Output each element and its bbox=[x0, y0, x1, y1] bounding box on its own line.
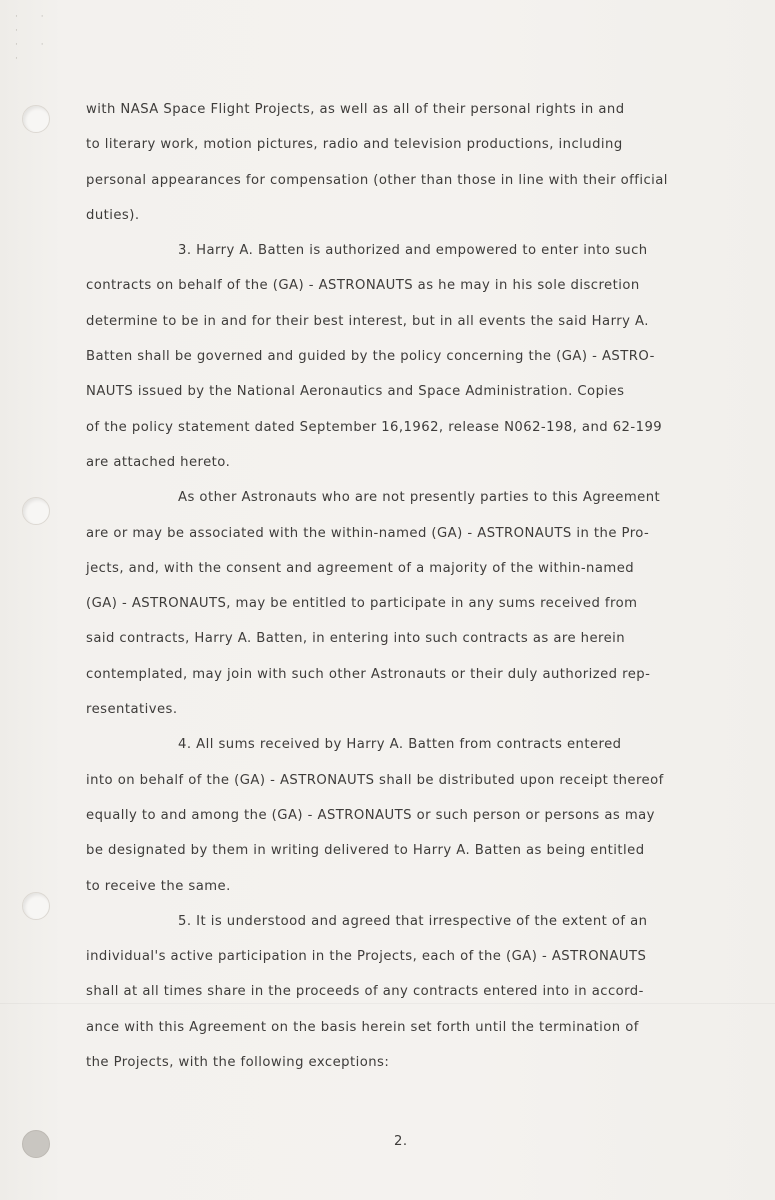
text-line: of the policy statement dated September 16,1962, release N062-198, and 62-199 bbox=[86, 419, 663, 435]
text-line: ance with this Agreement on the basis herein set forth until the termination of bbox=[86, 1019, 639, 1035]
text-line: Batten shall be governed and guided by the policy concerning the (GA) - ASTRO- bbox=[86, 349, 655, 365]
paragraph-3-start: 3. Harry A. Batten is authorized and empowered to enter into such bbox=[178, 243, 648, 259]
text-line: the Projects, with the following exceptions: bbox=[86, 1055, 390, 1071]
paragraph-4-start: 4. All sums received by Harry A. Batten from contracts entered bbox=[178, 737, 622, 753]
text-line: are or may be associated with the within-named (GA) - ASTRONAUTS in the Pro- bbox=[86, 525, 650, 541]
text-line: NAUTS issued by the National Aeronautics and Space Administration. Copies bbox=[86, 384, 625, 400]
page-number: 2. bbox=[394, 1134, 408, 1149]
text-line: to receive the same. bbox=[86, 878, 231, 894]
text-line: (GA) - ASTRONAUTS, may be entitled to participate in any sums received from bbox=[86, 596, 638, 612]
text-line: personal appearances for compensation (other than those in line with their official bbox=[86, 172, 668, 188]
text-line: determine to be in and for their best interest, but in all events the said Harry A. bbox=[86, 313, 649, 329]
text-line: contemplated, may join with such other Astronauts or their duly authorized rep- bbox=[86, 666, 651, 682]
text-line: duties). bbox=[86, 207, 140, 223]
text-line: shall at all times share in the proceeds of any contracts entered into in accord- bbox=[86, 984, 644, 1000]
text-line: equally to and among the (GA) - ASTRONAUTS or such person or persons as may bbox=[86, 807, 655, 823]
punch-hole bbox=[22, 497, 50, 525]
text-line: be designated by them in writing delivered to Harry A. Batten as being entitled bbox=[86, 843, 645, 859]
text-line: with NASA Space Flight Projects, as well as all of their personal rights in and bbox=[86, 102, 625, 117]
paper-specks: · · · · · · bbox=[15, 12, 54, 64]
text-line: contracts on behalf of the (GA) - ASTRONAUTS as he may in his sole discretion bbox=[86, 278, 640, 294]
punch-hole bbox=[22, 1130, 50, 1158]
text-line: to literary work, motion pictures, radio and television productions, including bbox=[86, 137, 623, 153]
document-body bbox=[86, 92, 736, 1080]
text-line: are attached hereto. bbox=[86, 454, 231, 470]
text-line: said contracts, Harry A. Batten, in entering into such contracts as are herein bbox=[86, 631, 626, 647]
text-line: into on behalf of the (GA) - ASTRONAUTS shall be distributed upon receipt thereof bbox=[86, 772, 664, 788]
text-line: individual's active participation in the Projects, each of the (GA) - ASTRONAUTS bbox=[86, 949, 647, 965]
punch-hole bbox=[22, 105, 50, 133]
text-line: jects, and, with the consent and agreement of a majority of the within-named bbox=[86, 560, 635, 576]
text-line: resentatives. bbox=[86, 702, 178, 718]
paragraph-other-astronauts-start: As other Astronauts who are not presently parties to this Agreement bbox=[178, 490, 661, 506]
paragraph-5-start: 5. It is understood and agreed that irrespective of the extent of an bbox=[178, 913, 648, 929]
punch-hole bbox=[22, 892, 50, 920]
